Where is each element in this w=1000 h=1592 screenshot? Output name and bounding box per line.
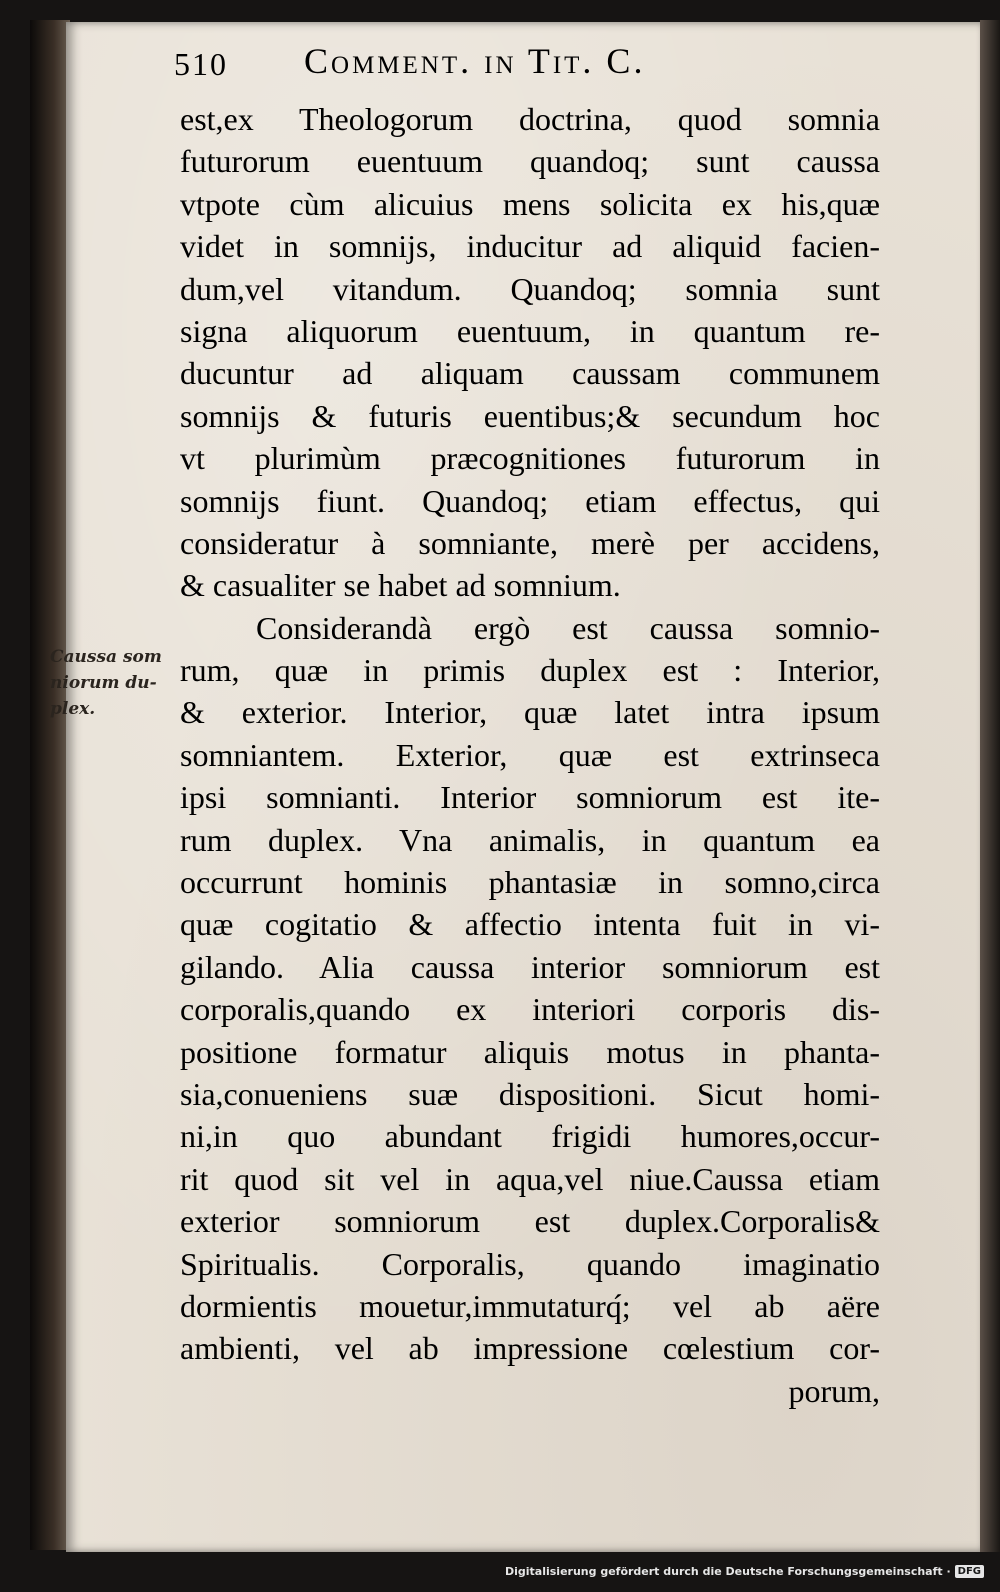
dfg-logo: DFG bbox=[955, 1565, 984, 1578]
text-line: somnijs & futuris euentibus;& secundum hoc bbox=[180, 397, 880, 434]
body-text bbox=[180, 98, 880, 1412]
margin-note bbox=[50, 644, 180, 722]
margin-note-line: niorum du- bbox=[50, 673, 157, 693]
text-line: ambienti, vel ab impressione cœlestium cor- bbox=[180, 1330, 880, 1367]
page-number: 510 bbox=[174, 46, 228, 82]
text-line: gilando. Alia caussa interior somniorum est bbox=[180, 948, 880, 985]
margin-note-line: Caussa som bbox=[50, 647, 162, 667]
text-line: est,ex Theologorum doctrina, quod somnia bbox=[180, 101, 880, 137]
text-line: corporalis,quando ex interiori corporis dis- bbox=[180, 991, 880, 1028]
text-line: vtpote cùm alicuius mens solicita ex his,quæ bbox=[180, 185, 880, 222]
text-line: consideratur à somniante, merè per accidens, bbox=[180, 524, 880, 561]
page-right-edge bbox=[980, 20, 1000, 1552]
text-line: dormientis mouetur,immutaturq́; vel ab aëre bbox=[180, 1287, 880, 1324]
text-line: rum, quæ in primis duplex est : Interior, bbox=[180, 652, 880, 689]
page-header bbox=[168, 40, 888, 88]
text-line: sia,conueniens suæ dispositioni. Sicut homi- bbox=[180, 1075, 880, 1112]
text-line: rit quod sit vel in aqua,vel niue.Caussa etiam bbox=[180, 1160, 880, 1197]
margin-note-line: plex. bbox=[50, 699, 96, 719]
text-line: futurorum euentuum quandoq; sunt caussa bbox=[180, 143, 880, 180]
text-line: signa aliquorum euentuum, in quantum re- bbox=[180, 312, 880, 349]
text-line: rum duplex. Vna animalis, in quantum ea bbox=[180, 821, 880, 858]
text-line: videt in somnijs, inducitur ad aliquid facien- bbox=[180, 228, 880, 265]
text-line: exterior somniorum est duplex.Corporalis& bbox=[180, 1203, 880, 1240]
text-line: quæ cogitatio & affectio intenta fuit in vi- bbox=[180, 906, 880, 943]
text-line: & casualiter se habet ad somnium. bbox=[180, 567, 621, 604]
catchword: porum, bbox=[788, 1372, 880, 1409]
text-line: occurrunt hominis phantasiæ in somno,circa bbox=[180, 864, 880, 901]
text-line: positione formatur aliquis motus in phanta- bbox=[180, 1033, 880, 1070]
text-line: Considerandà ergò est caussa somnio- bbox=[256, 609, 880, 646]
text-line: ducuntur ad aliquam caussam communem bbox=[180, 355, 880, 392]
text-line: & exterior. Interior, quæ latet intra ipsum bbox=[180, 694, 880, 731]
text-line: ipsi somnianti. Interior somniorum est ite- bbox=[180, 779, 880, 816]
credit-text: Digitalisierung gefördert durch die Deutsche Forschungsgemeinschaft · bbox=[504, 1565, 951, 1578]
text-line: somniantem. Exterior, quæ est extrinseca bbox=[180, 736, 880, 773]
book-spine-edge bbox=[30, 20, 70, 1550]
text-line: ni,in quo abundant frigidi humores,occur- bbox=[180, 1118, 880, 1155]
text-line: dum,vel vitandum. Quandoq; somnia sunt bbox=[180, 270, 880, 307]
text-line: Spiritualis. Corporalis, quando imaginatio bbox=[180, 1245, 880, 1282]
running-head: Comment. in Tit. C. bbox=[304, 41, 646, 81]
text-line: somnijs fiunt. Quandoq; etiam effectus, qui bbox=[180, 482, 880, 519]
text-line: vt plurimùm præcognitiones futurorum in bbox=[180, 440, 880, 477]
digitization-credit bbox=[505, 1565, 984, 1578]
